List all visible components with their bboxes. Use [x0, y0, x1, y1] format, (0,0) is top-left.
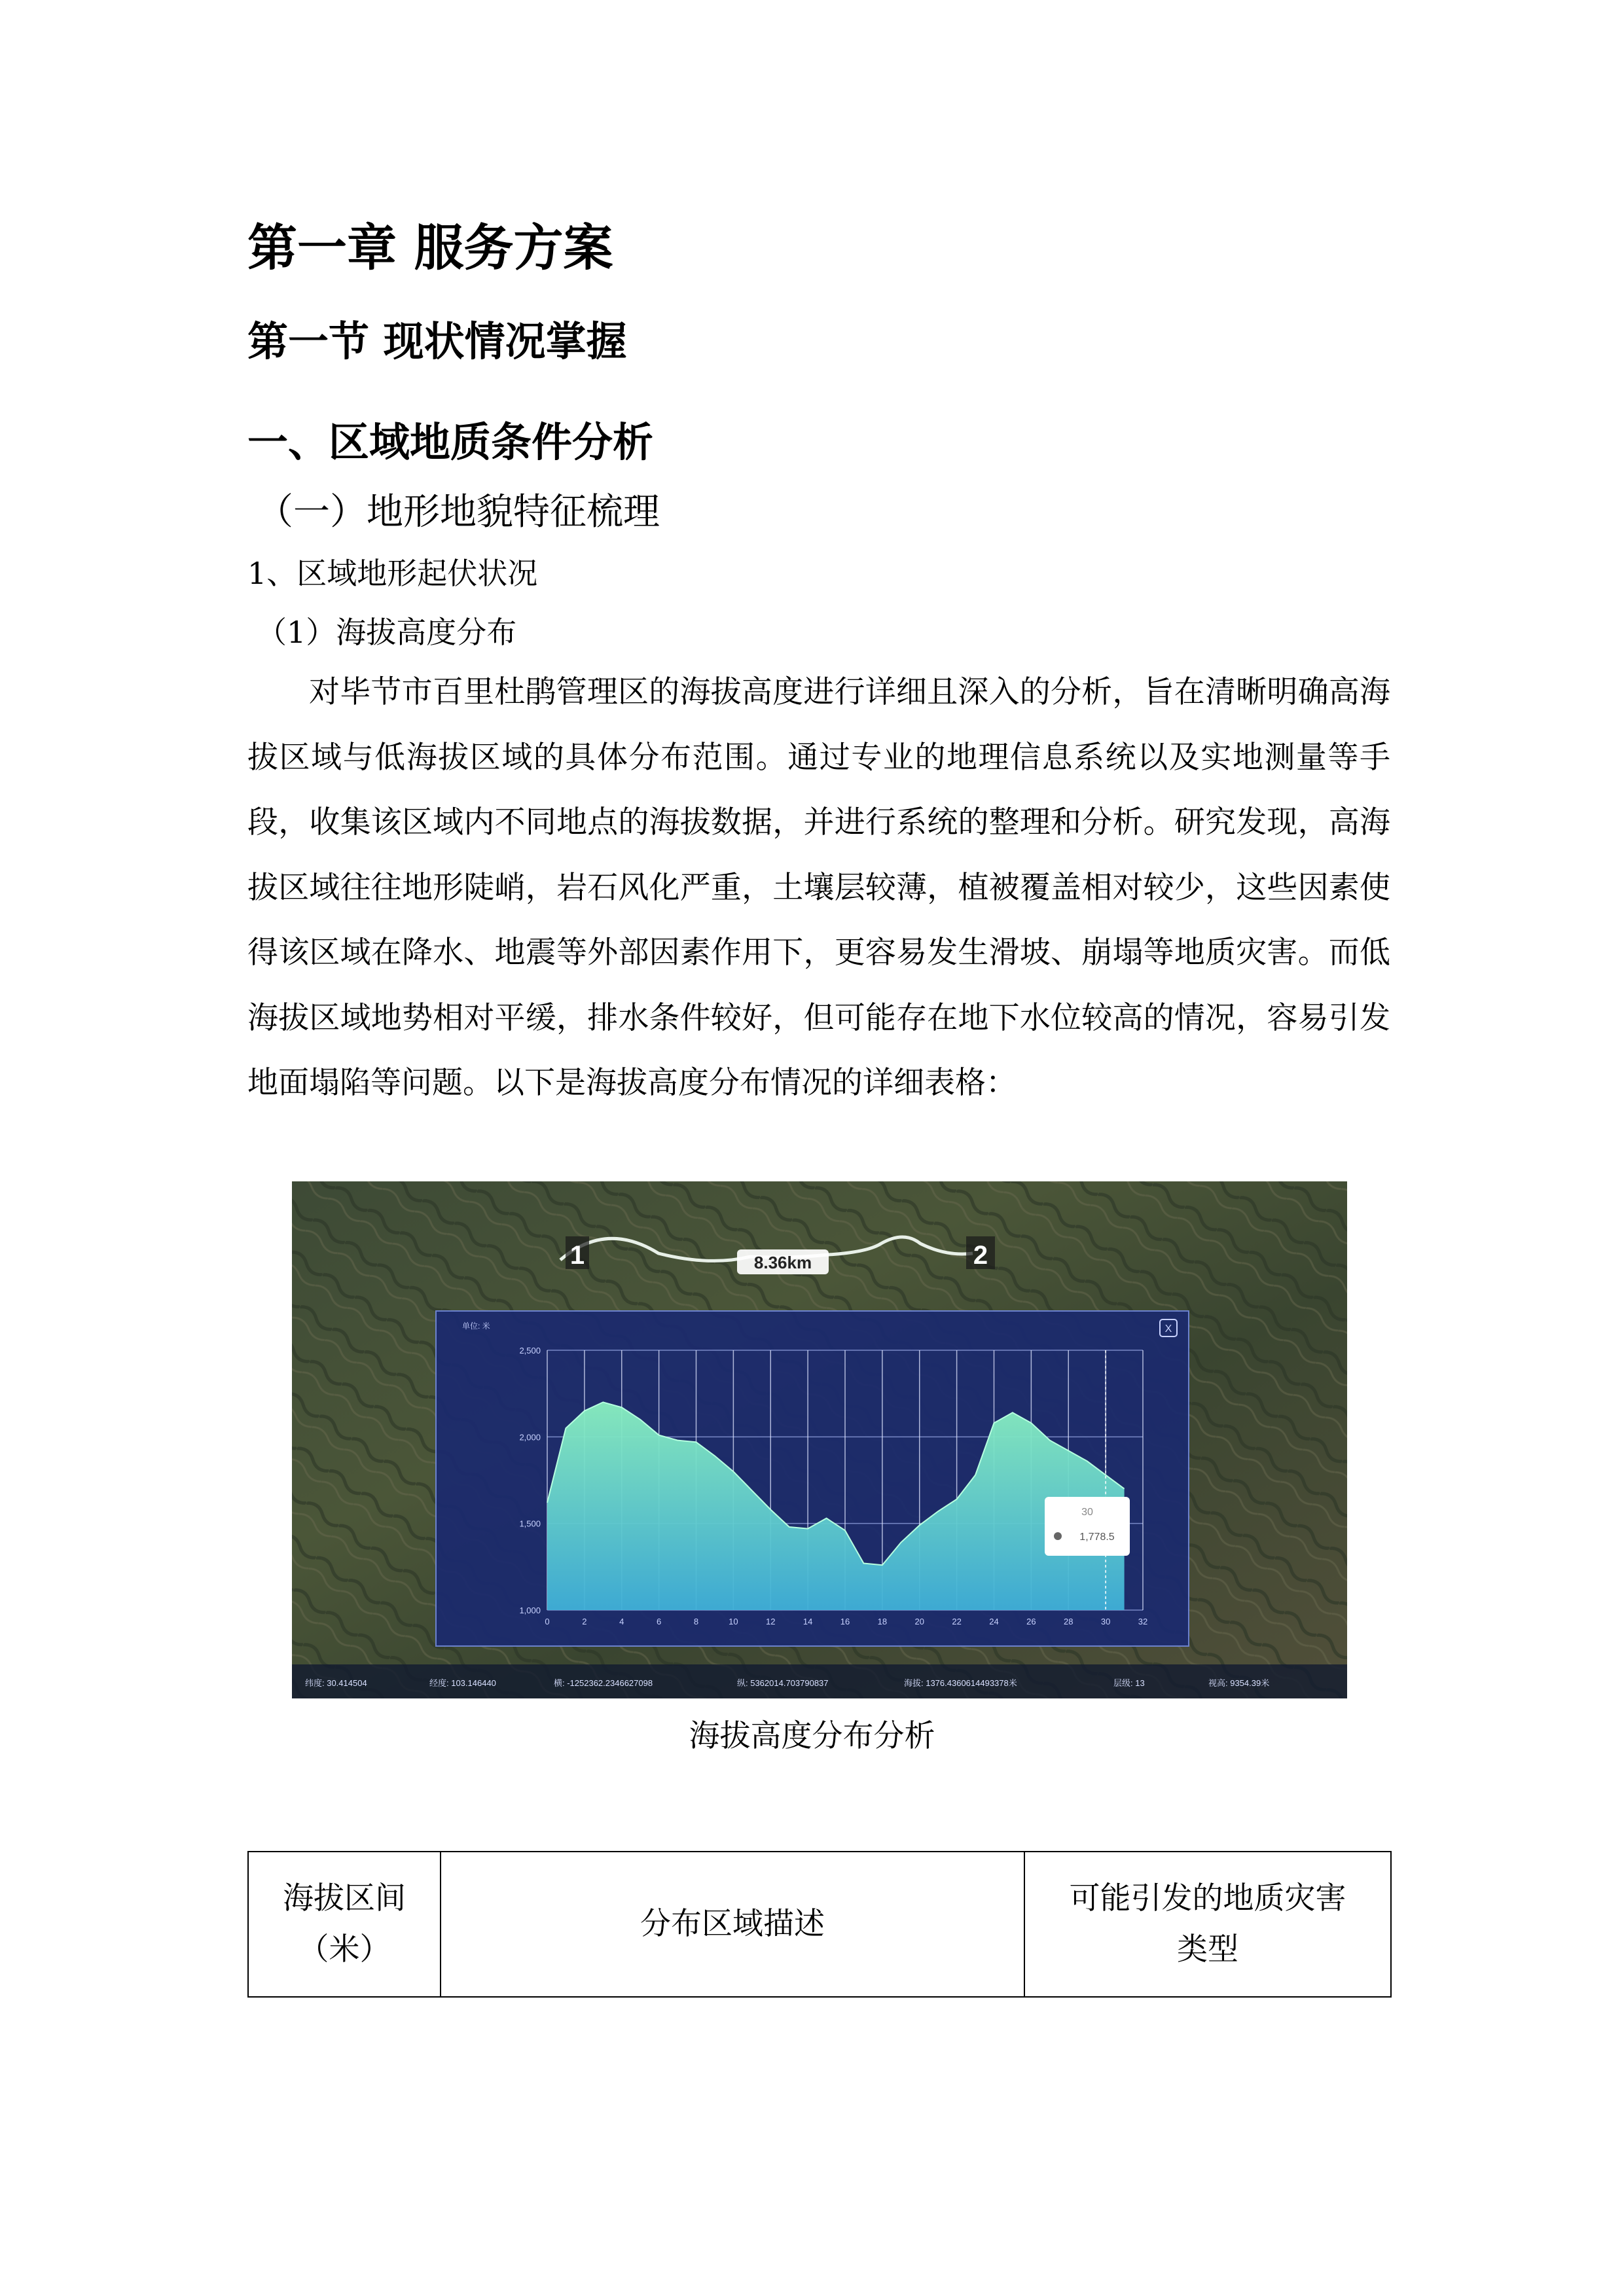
figure-caption: 海拔高度分布分析	[689, 1718, 935, 1754]
header-elevation-range-text: 海拔区间 （米）	[283, 1880, 406, 1967]
x-tick-label: 4	[619, 1617, 624, 1626]
x-tick-label: 6	[657, 1617, 662, 1626]
x-tick-label: 10	[729, 1617, 738, 1626]
close-icon: X	[1164, 1323, 1172, 1335]
subsubsection-title: （一）地形地貌特征梳理	[257, 491, 660, 533]
status-lon: 经度: 103.146440	[429, 1678, 496, 1688]
tooltip-value: 1,778.5	[1079, 1532, 1115, 1543]
tooltip-box	[1045, 1497, 1130, 1556]
y-tick-label: 1,500	[519, 1518, 541, 1529]
unit-label: 单位: 米	[462, 1321, 490, 1331]
elevation-figure	[292, 1181, 1347, 1698]
y-tick-label: 2,500	[519, 1346, 541, 1355]
y-tick-label: 1,000	[519, 1605, 541, 1615]
marker-2: 2	[973, 1241, 988, 1270]
elevation-profile-svg	[292, 1181, 1347, 1698]
table-header-row	[248, 1852, 1391, 1997]
x-tick-label: 8	[693, 1617, 699, 1626]
item-title: 1、区域地形起伏状况	[247, 556, 538, 591]
subitem-title: （1）海拔高度分布	[257, 615, 517, 650]
header-hazard-types-text: 可能引发的地质灾害 类型	[1069, 1880, 1346, 1967]
status-lat: 纬度: 30.414504	[305, 1678, 367, 1688]
subsection-title: 一、区域地质条件分析	[247, 418, 654, 466]
x-tick-label: 28	[1064, 1617, 1074, 1626]
status-alt: 海拔: 1376.4360614493378米	[904, 1678, 1017, 1688]
header-hazard-types	[1024, 1852, 1391, 1997]
y-tick-label: 2,000	[519, 1432, 541, 1443]
x-tick-label: 12	[766, 1617, 776, 1626]
x-tick-label: 20	[914, 1617, 924, 1626]
x-tick-label: 16	[840, 1617, 850, 1626]
status-x: 横: -1252362.2346627098	[554, 1678, 653, 1688]
chapter-title: 第一章 服务方案	[247, 219, 613, 277]
header-elevation-range	[248, 1852, 441, 1997]
x-tick-label: 18	[877, 1617, 888, 1626]
tooltip-dot	[1054, 1532, 1062, 1540]
distance-label: 8.36km	[753, 1253, 812, 1272]
x-tick-label: 26	[1026, 1617, 1036, 1626]
status-view: 视高: 9354.39米	[1208, 1678, 1270, 1688]
x-tick-label: 2	[582, 1617, 587, 1626]
elevation-table	[247, 1851, 1392, 1998]
status-level: 层级: 13	[1113, 1678, 1145, 1688]
x-tick-label: 24	[989, 1617, 999, 1626]
section-title: 第一节 现状情况掌握	[247, 317, 627, 365]
x-tick-label: 30	[1100, 1617, 1111, 1626]
header-area-description	[441, 1852, 1024, 1997]
x-tick-label: 22	[952, 1617, 962, 1626]
x-tick-label: 14	[803, 1617, 813, 1626]
body-paragraph: 对毕节市百里杜鹃管理区的海拔高度进行详细且深入的分析，旨在清晰明确高海拔区域与低海拔区域的具体分布范围。通过专业的地理信息系统以及实地测量等手段，收集该区域内不同地点的海拔数据，并进行系统的整理和分析。研究发现，高海拔区域往往地形陡峭，岩石风化严重，土壤层较薄，植被覆盖相对较少，这些因素使得该区域在降水、地震等外部因素作用下，更容易发生滑坡、崩塌等地质灾害。而低海拔区域地势相对平缓，排水条件较好，但可能存在地下水位较高的情况，容易引发地面塌陷等问题。以下是海拔高度分布情况的详细表格：	[247, 674, 1390, 1101]
x-tick-label: 0	[545, 1617, 550, 1626]
header-area-description-text: 分布区域描述	[640, 1906, 825, 1942]
tooltip	[1045, 1497, 1130, 1556]
status-y: 纵: 5362014.703790837	[737, 1678, 829, 1688]
tooltip-x: 30	[1081, 1507, 1093, 1518]
marker-1: 1	[569, 1241, 585, 1270]
x-tick-label: 32	[1138, 1617, 1148, 1626]
